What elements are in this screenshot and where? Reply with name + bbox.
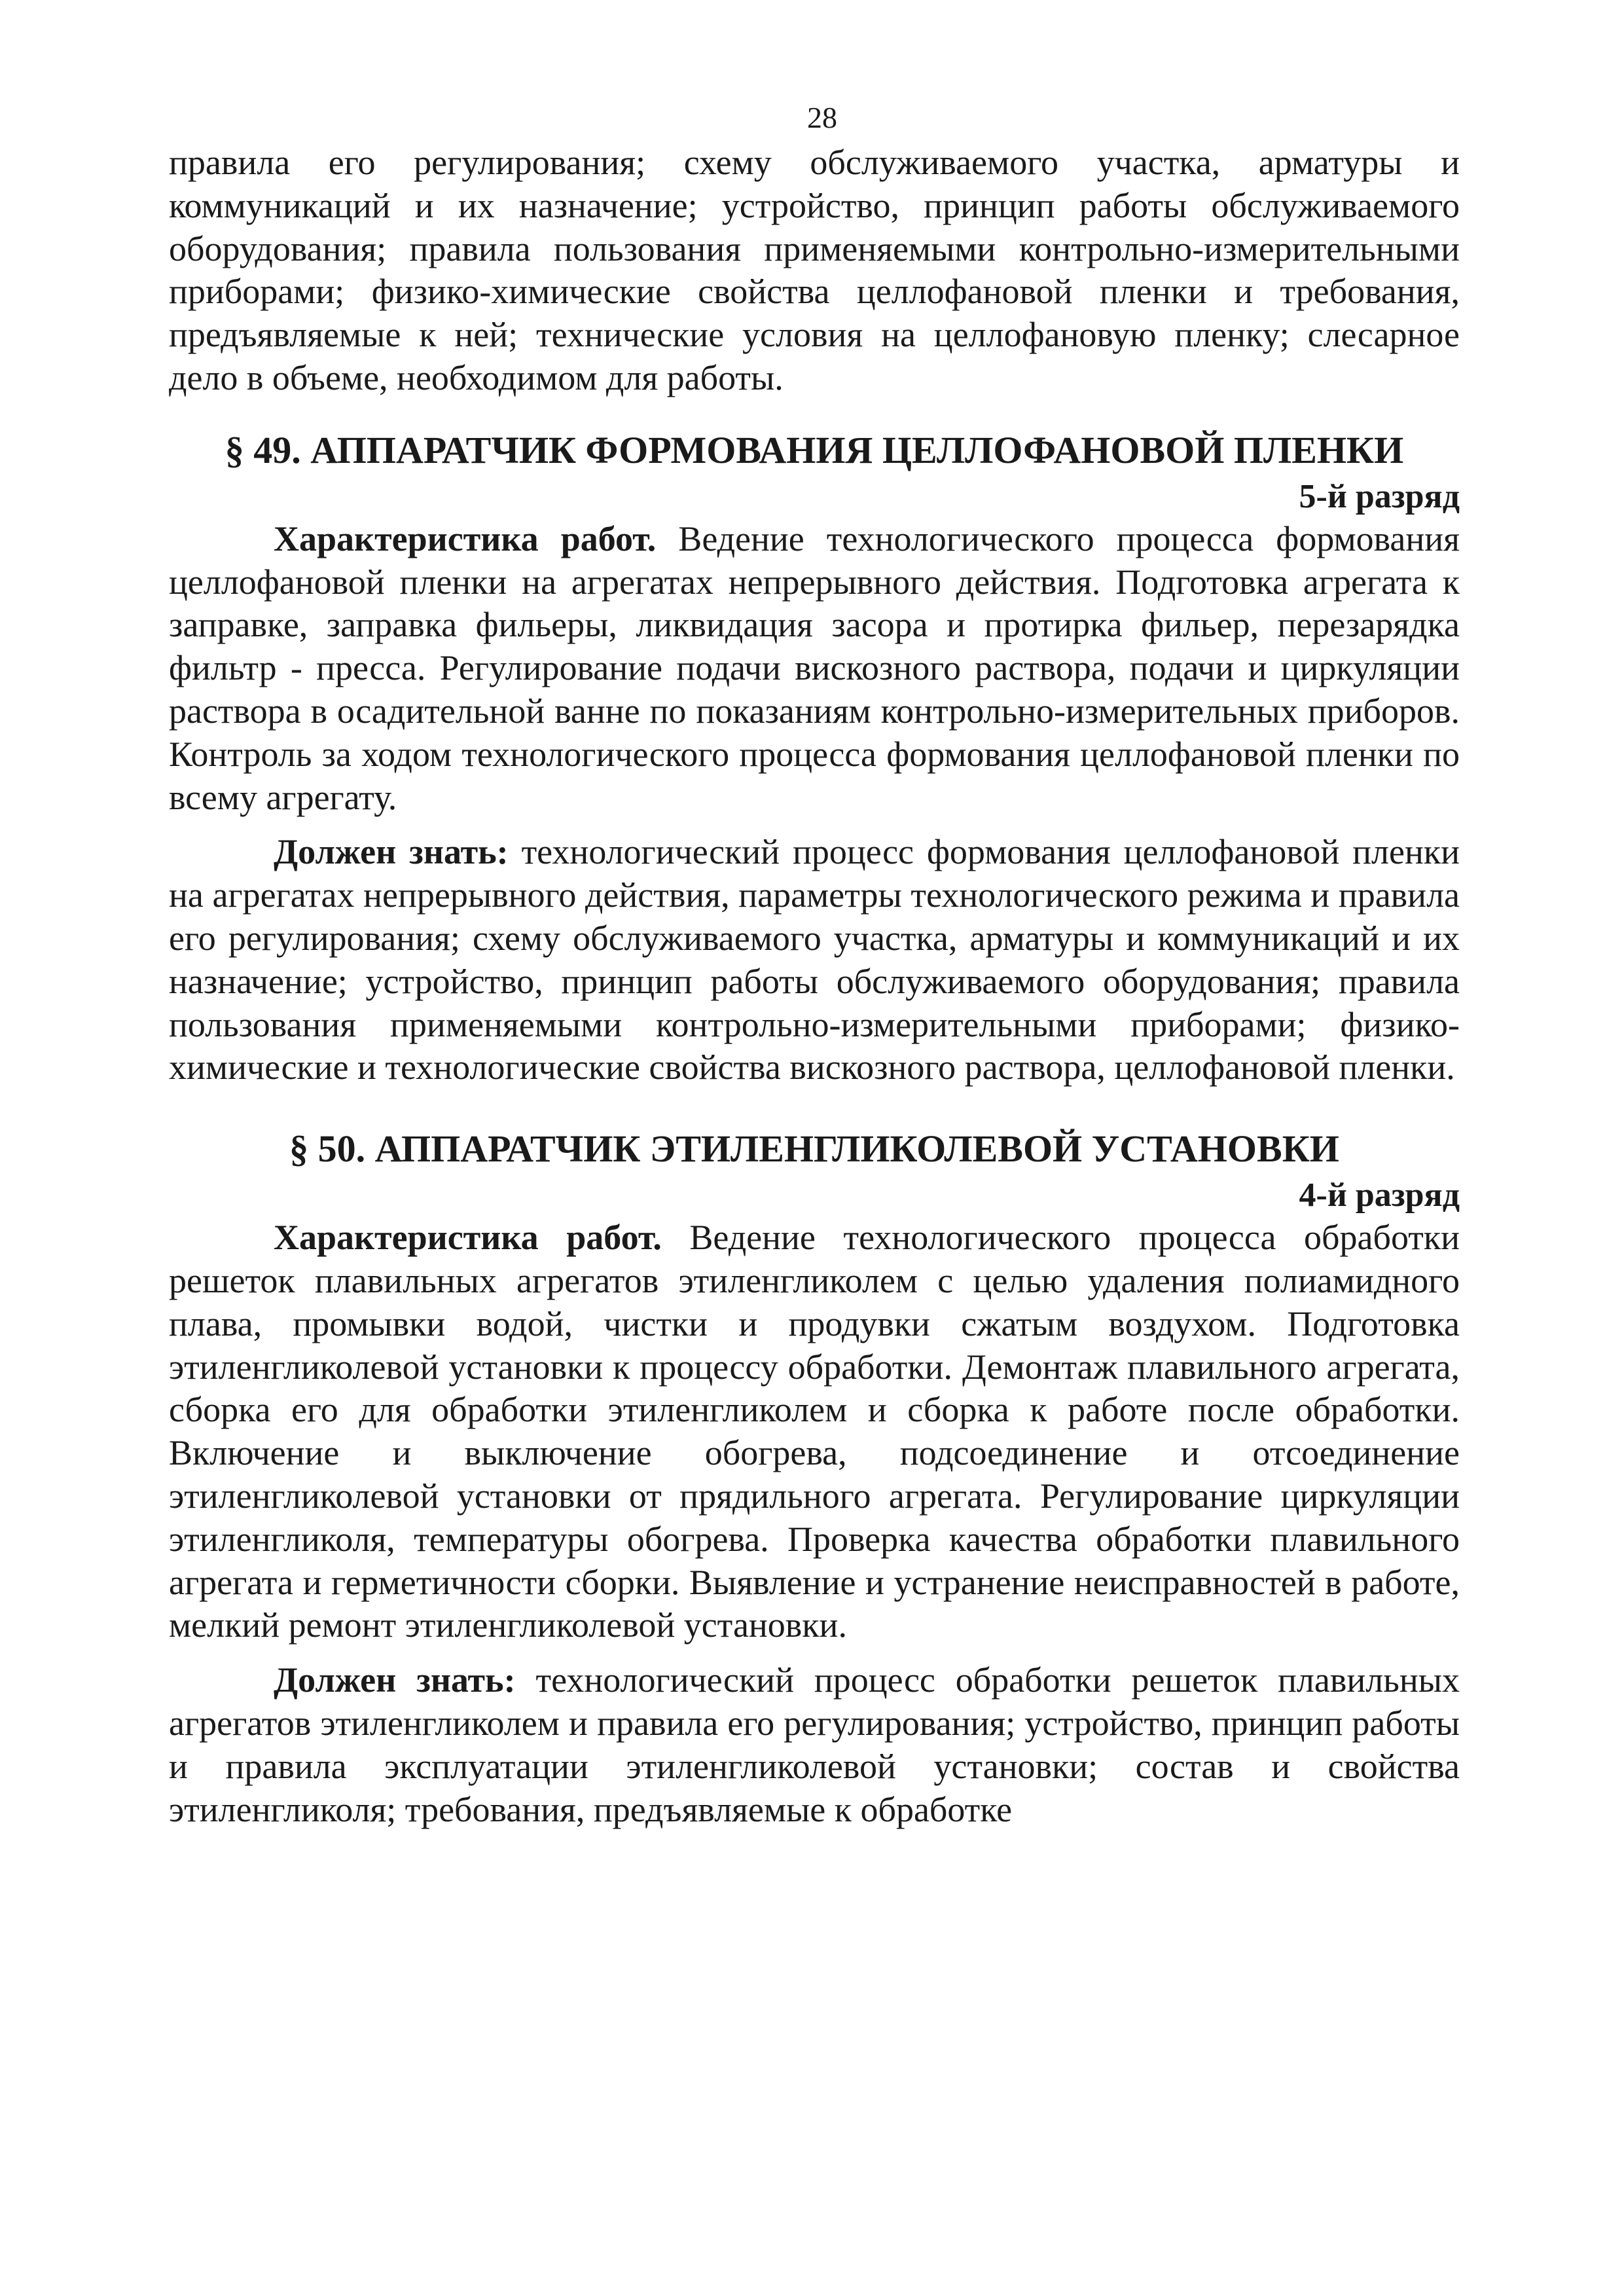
section-rank: 4-й разряд	[1299, 1176, 1460, 1214]
page-number: 28	[807, 101, 837, 134]
work-characteristics-label: Характеристика работ.	[274, 519, 657, 558]
section-title: § 49. АППАРАТЧИК ФОРМОВАНИЯ ЦЕЛЛОФАНОВОЙ ПЛЕНКИ	[225, 428, 1404, 471]
required-knowledge-label: Должен знать:	[274, 832, 509, 872]
required-knowledge-paragraph	[169, 831, 1460, 1089]
required-knowledge-paragraph	[169, 1659, 1460, 1831]
section-title: § 50. АППАРАТЧИК ЭТИЛЕНГЛИКОЛЕВОЙ УСТАНОВКИ	[289, 1127, 1339, 1171]
work-characteristics-label: Характеристика работ.	[274, 1218, 662, 1258]
document-page	[169, 98, 1460, 1831]
required-knowledge-text: технологический процесс формования целлофановой пленки на агрегатах непрерывного действия, параметры технологического режима и правила его регулирования; схему обслуживаемого участка, арматуры и коммуникаций и их назначение; устройство, принцип работы обслуживаемого оборудования; правила пользования применяемыми контрольно-измерительными приборами; физико-химические и технологические свойства вискозного раствора, целлофановой пленки.	[169, 832, 1460, 1087]
required-knowledge-text: технологический процесс обработки решеток плавильных агрегатов этиленгликолем и правила его регулирования; устройство, принцип работы и правила эксплуатации этиленгликолевой установки; состав и свойства этиленгликоля; требования, предъявляемые к обработке	[169, 1660, 1460, 1829]
work-characteristics-text: Ведение технологического процесса формования целлофановой пленки на агрегатах непрерывного действия. Подготовка агрегата к заправке, заправка фильеры, ликвидация засора и протирка фильер, перезарядка фильтр - пресса. Регулирование подачи вискозного раствора, подачи и циркуляции раствора в осадительной ванне по показаниям контрольно-измерительных приборов. Контроль за ходом технологического процесса формования целлофановой пленки по всему агрегату.	[169, 519, 1460, 817]
required-knowledge-label: Должен знать:	[274, 1660, 516, 1700]
section-rank: 5-й разряд	[1299, 477, 1460, 515]
work-characteristics-text: Ведение технологического процесса обработки решеток плавильных агрегатов этиленгликолем с целью удаления полиамидного плава, промывки водой, чистки и продувки сжатым воздухом. Подготовка этиленгликолевой установки к процессу обработки. Демонтаж плавильного агрегата, сборка его для обработки этиленгликолем и сборка к работе после обработки. Включение и выключение обогрева, подсоединение и отсоединение этиленгликолевой установки от прядильного агрегата. Регулирование циркуляции этиленгликоля, температуры обогрева. Проверка качества обработки плавильного агрегата и герметичности сборки. Выявление и устранение неисправностей в работе, мелкий ремонт этиленгликолевой установки.	[169, 1218, 1460, 1645]
intro-paragraph: правила его регулирования; схему обслуживаемого участка, арматуры и коммуникаций и их назначение; устройство, принцип работы обслуживаемого оборудования; правила пользования применяемыми контрольно-измерительными приборами; физико-химические свойства целлофановой пленки и требования, предъявляемые к ней; технические условия на целлофановую пленку; слесарное дело в объеме, необходимом для работы.	[169, 143, 1460, 397]
work-characteristics-paragraph	[169, 518, 1460, 820]
section-49	[169, 428, 1460, 1089]
section-50	[169, 1126, 1460, 1831]
work-characteristics-paragraph	[169, 1216, 1460, 1647]
